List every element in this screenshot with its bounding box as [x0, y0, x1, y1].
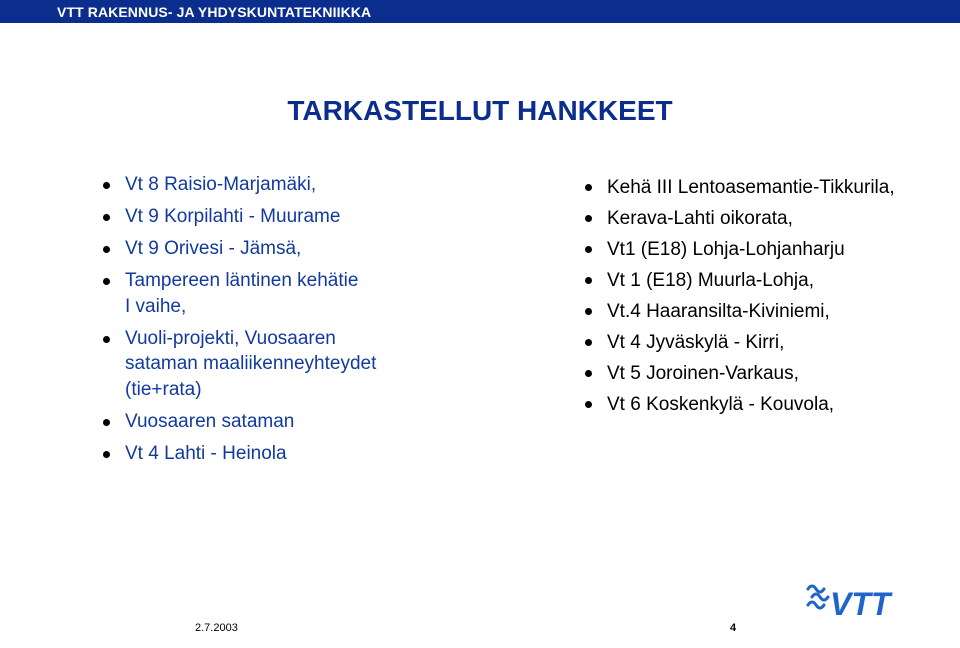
list-item-text: Vt 9 Korpilahti - Muurame — [125, 206, 341, 227]
list-item — [103, 172, 463, 198]
list-item-text: Tampereen läntinen kehätie — [125, 270, 359, 291]
bullet-icon — [103, 336, 110, 343]
list-item — [103, 236, 463, 262]
list-item-text: Kerava-Lahti oikorata, — [607, 208, 793, 229]
footer-date: 2.7.2003 — [195, 622, 238, 634]
list-item-text: Vt.4 Haaransilta-Kiviniemi, — [607, 301, 830, 322]
list-item-text: sataman maaliikenneyhteydet — [125, 353, 377, 374]
list-item — [585, 234, 960, 265]
bullet-icon — [585, 246, 592, 253]
list-item — [585, 265, 960, 296]
bullet-icon — [585, 308, 592, 315]
list-item-text: Vuosaaren sataman — [125, 410, 295, 432]
list-item-text: Vt 4 Lahti - Heinola — [125, 442, 287, 464]
left-project-list — [103, 172, 463, 473]
list-item-text: (tie+rata) — [125, 378, 202, 400]
list-item-text: Vt1 (E18) Lohja-Lohjanharju — [607, 239, 845, 260]
list-item-text: Vt 8 Raisio-Marjamäki, — [125, 174, 317, 195]
list-item — [103, 268, 463, 319]
list-item — [585, 203, 960, 234]
bullet-icon — [103, 278, 110, 285]
list-item-text: Vt 6 Koskenkylä - Kouvola, — [607, 394, 835, 415]
list-item-text: Vuoli-projekti, Vuosaaren — [125, 327, 336, 349]
bullet-icon — [585, 370, 592, 377]
list-item-text: Vt 9 Orivesi - Jämsä, — [125, 238, 302, 259]
right-project-list — [585, 172, 960, 420]
list-item — [103, 409, 463, 435]
bullet-icon — [585, 215, 592, 222]
header-bar — [0, 0, 960, 23]
list-item-text: Vt 1 (E18) Muurla-Lohja, — [607, 270, 814, 291]
list-item — [585, 327, 960, 358]
header-org: VTT RAKENNUS- JA YHDYSKUNTATEKNIIKKA — [57, 4, 372, 20]
list-item — [585, 172, 960, 203]
list-item-text: I vaihe, — [125, 295, 187, 317]
logo-text: VTT — [830, 586, 891, 621]
list-item — [585, 389, 960, 420]
list-item-text: Vt 4 Jyväskylä - Kirri, — [607, 332, 785, 353]
bullet-icon — [103, 451, 110, 458]
bullet-icon — [585, 184, 592, 191]
list-item — [585, 358, 960, 389]
bullet-icon — [585, 401, 592, 408]
page-title: TARKASTELLUT HANKKEET — [287, 95, 673, 126]
list-item — [103, 204, 463, 230]
bullet-icon — [585, 339, 592, 346]
bullet-icon — [103, 419, 110, 426]
bullet-icon — [103, 246, 110, 253]
bullet-icon — [585, 277, 592, 284]
bullet-icon — [103, 214, 110, 221]
list-item — [103, 326, 463, 403]
vtt-logo-icon — [806, 577, 918, 621]
list-item — [585, 296, 960, 327]
bullet-icon — [103, 182, 110, 189]
page-number: 4 — [730, 622, 737, 634]
list-item-text: Kehä III Lentoasemantie-Tikkurila, — [607, 177, 895, 198]
list-item — [103, 441, 463, 467]
list-item-text: Vt 5 Joroinen-Varkaus, — [607, 363, 799, 384]
